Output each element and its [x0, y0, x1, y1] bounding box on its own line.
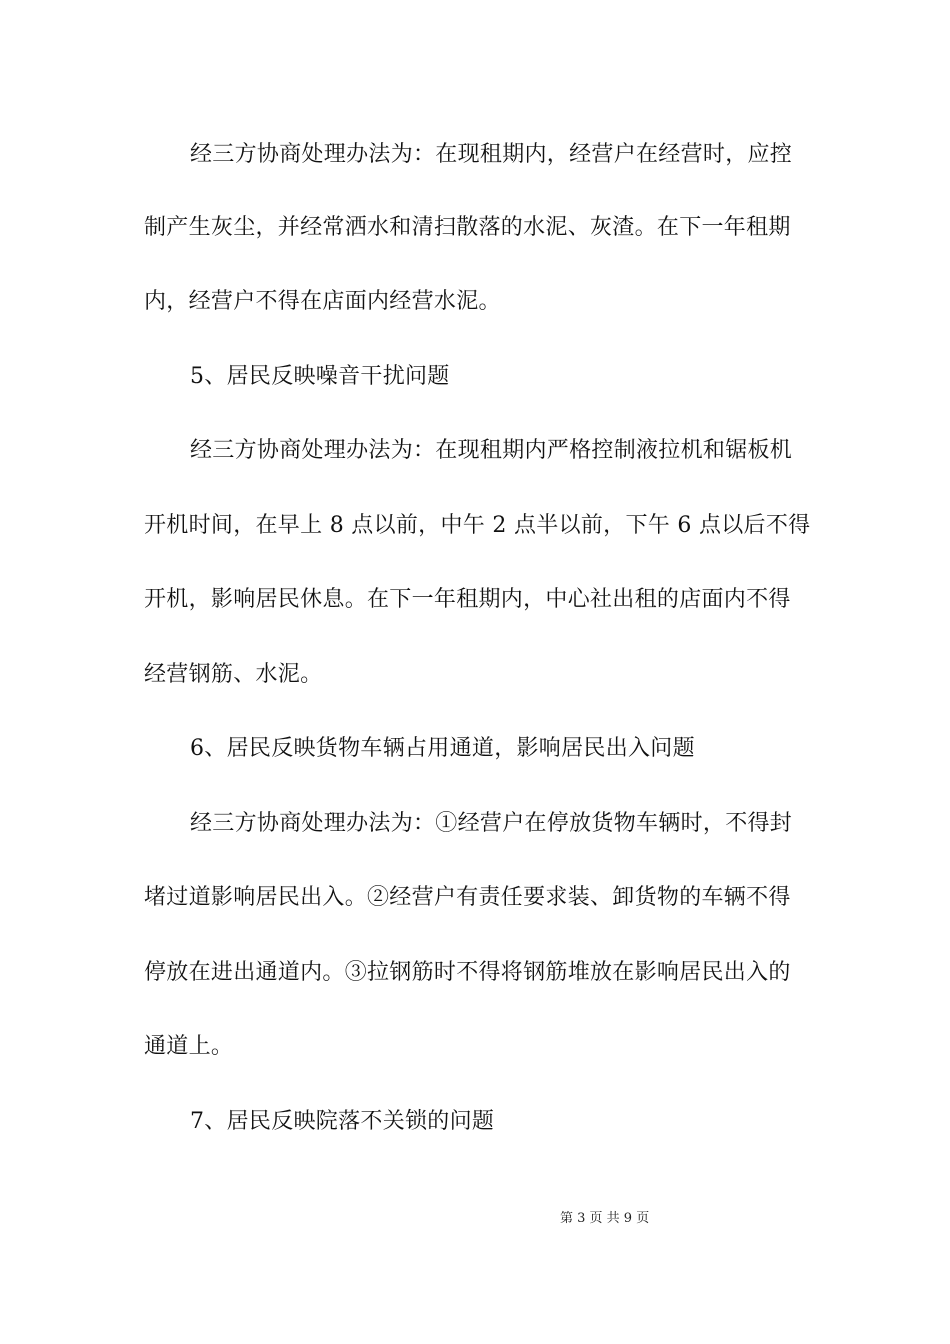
- paragraph-line: 开机，影响居民休息。在下一年租期内，中心社出租的店面内不得: [144, 587, 791, 612]
- paragraph-line: 经三方协商处理办法为：在现租期内严格控制液拉机和锯板机: [190, 438, 793, 463]
- paragraph-line: 内，经营户不得在店面内经营水泥。: [144, 289, 501, 314]
- paragraph-line: 经营钢筋、水泥。: [144, 662, 323, 687]
- paragraph-line: 经三方协商处理办法为：①经营户在停放货物车辆时，不得封: [190, 811, 793, 836]
- paragraph-line: 通道上。: [144, 1034, 234, 1059]
- section-heading: 6、居民反映货物车辆占用通道，影响居民出入问题: [190, 736, 695, 761]
- paragraph-line: 开机时间，在早上 8 点以前，中午 2 点半以前，下午 6 点以后不得: [144, 513, 811, 538]
- section-heading: 5、居民反映噪音干扰问题: [190, 364, 450, 389]
- paragraph-line: 制产生灰尘，并经常洒水和清扫散落的水泥、灰渣。在下一年租期: [144, 215, 791, 240]
- paragraph-line: 停放在进出通道内。③拉钢筋时不得将钢筋堆放在影响居民出入的: [144, 960, 791, 985]
- paragraph-line: 经三方协商处理办法为：在现租期内，经营户在经营时，应控: [190, 142, 793, 167]
- paragraph-line: 堵过道影响居民出入。②经营户有责任要求装、卸货物的车辆不得: [144, 885, 791, 910]
- page-number-footer: 第 3 页 共 9 页: [560, 1211, 650, 1226]
- section-heading: 7、居民反映院落不关锁的问题: [190, 1109, 495, 1134]
